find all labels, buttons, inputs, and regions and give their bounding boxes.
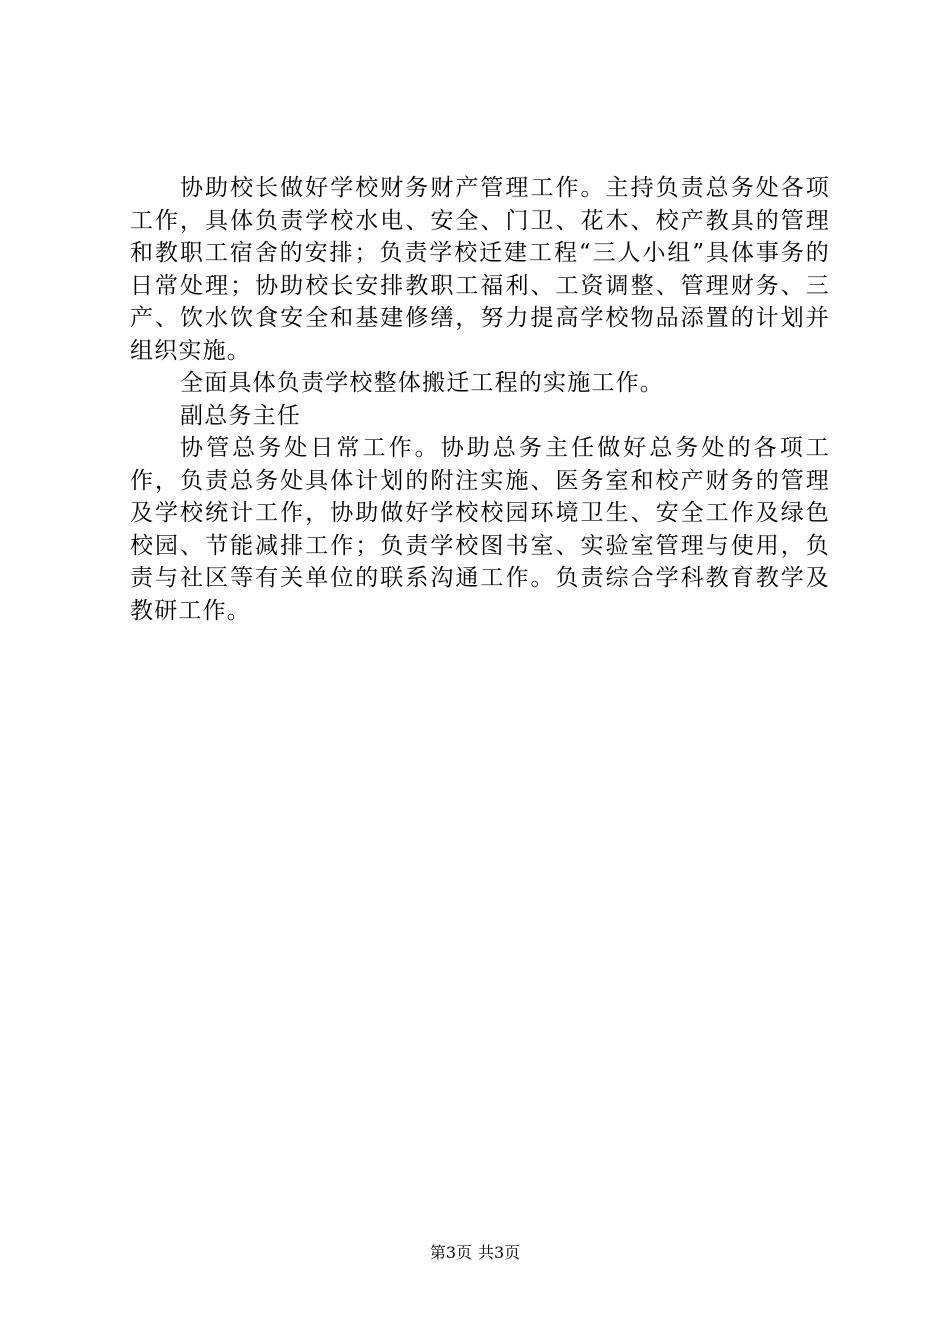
section-heading-deputy-director: 副总务主任 — [180, 402, 301, 429]
paragraph-deputy-duties: 协管总务处日常工作。协助总务主任做好总务处的各项工作，负责总务处具体计划的附注实施、医务室和校产财务的管理及学校统计工作，协助做好学校校园环境卫生、安全工作及绿色校园、节能减排工作；负责学校图书室、实验室管理与使用，负责与社区等有关单位的联系沟通工作。负责综合学科教育教学及教研工作。 — [130, 435, 830, 624]
page-number: 第3页 — [429, 1243, 472, 1262]
page-footer — [0, 1243, 950, 1263]
page-total: 共3页 — [478, 1243, 521, 1262]
paragraph-finance-duties: 协助校长做好学校财务财产管理工作。主持负责总务处各项工作，具体负责学校水电、安全、门卫、花木、校产教具的管理和教职工宿舍的安排；负责学校迁建工程“三人小组”具体事务的日常处理；协助校长安排教职工福利、工资调整、管理财务、三产、饮水饮食安全和基建修缮，努力提高学校物品添置的计划并组织实施。 — [130, 175, 830, 364]
document-body — [130, 172, 830, 627]
paragraph-relocation-duty: 全面具体负责学校整体搬迁工程的实施工作。 — [180, 370, 664, 396]
